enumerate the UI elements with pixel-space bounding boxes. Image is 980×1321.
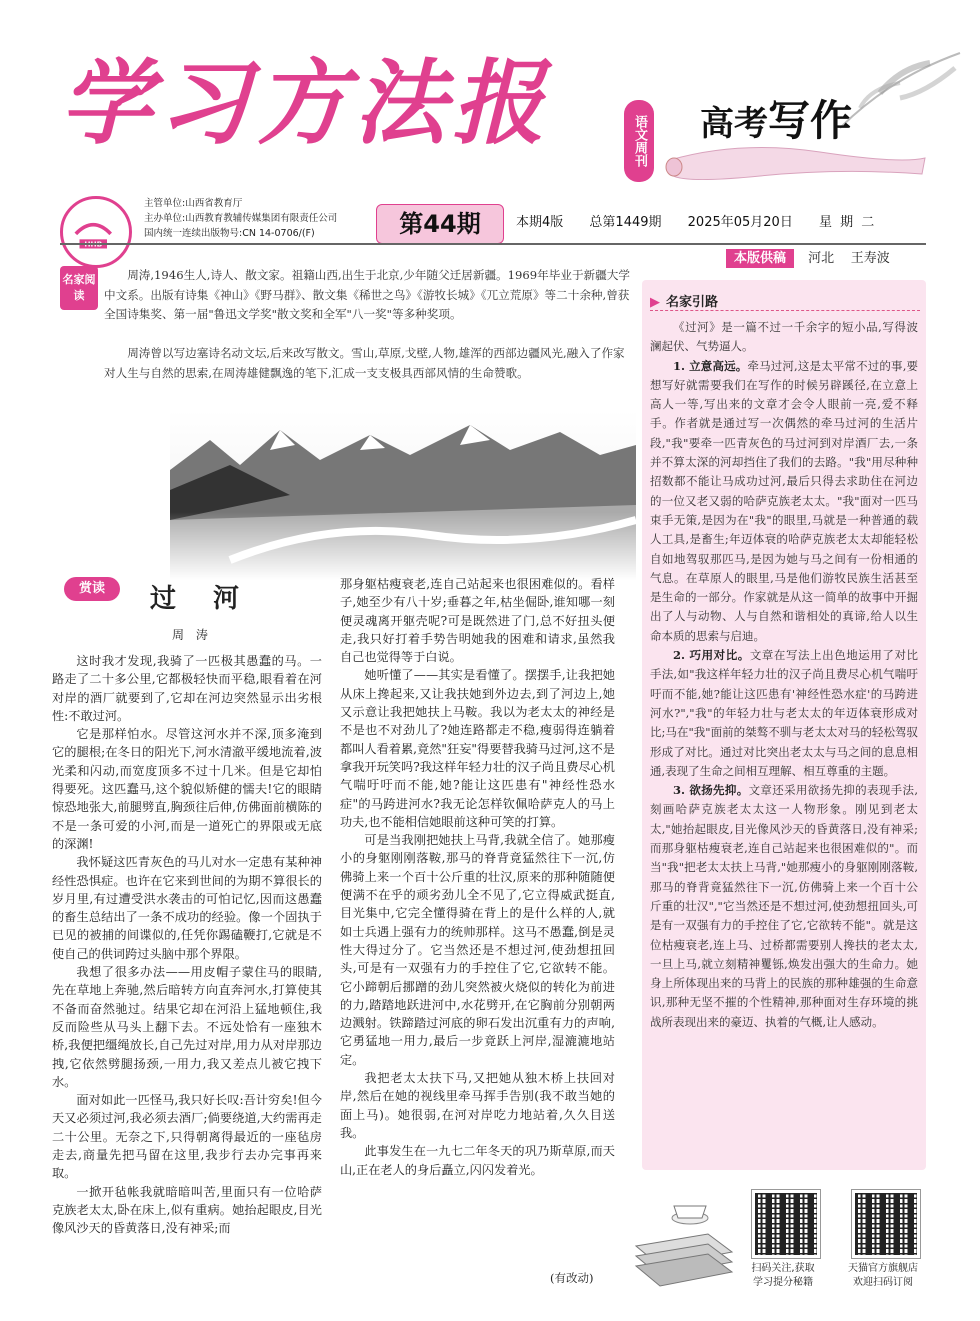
- contributor-name: 王寿波: [850, 251, 890, 266]
- qr-caption-line: 天猫官方旗舰店: [848, 1263, 918, 1274]
- issue-weekday: 星 期 二: [818, 215, 875, 230]
- article-paragraph: 我怀疑这匹青灰色的马儿对水一定患有某种神经性恐惧症。也许在它来到世间的为期不算很长的岁月里,有过遭受洪水袭击的可怕记忆,因而这愚蠢的畜生总结出了一条不成功的经验。像一个固执于已见的被捕的间谍似的,任凭你踢磕鞭打,它就是不使自己的供词跨过头脑中那个界限。: [52, 855, 322, 961]
- qr-caption-line: 欢迎扫码订阅: [853, 1277, 913, 1288]
- qr-caption-store: [828, 1262, 938, 1290]
- article-paragraph: 那身躯枯瘦衰老,连自己站起来也很困难似的。看样子,她至少有八十岁;垂暮之年,枯坐倔卧,谁知哪一刻便灵魂离开躯壳呢?可是既然进了门,总不好扭头便走,我只好打着手势告明她我的困难和请求,虽然我自己也觉得等于白说。: [340, 577, 615, 665]
- contributor-region: 河北: [808, 251, 835, 266]
- article-column-1: [52, 652, 322, 1238]
- sidebar-heading-text: 名家引路: [666, 295, 719, 310]
- article-paragraph: 这时我才发现,我骑了一匹极其愚蠢的马。一路走了二十多公里,它都极轻快而平稳,眼看着在河对岸的酒厂就要到了,它却在河边突然显示出劣根性:不敢过河。: [52, 654, 322, 723]
- sidebar-paragraph: [650, 781, 918, 1032]
- publisher-line-1: 主管单位:山西省教育厅: [144, 198, 243, 209]
- triangle-icon: ▶: [650, 295, 660, 310]
- qr-caption-line: 学习提分秘籍: [753, 1277, 813, 1288]
- contributor-bar: [726, 247, 890, 266]
- sidebar-body: 《过河》是一篇不过一千余字的短小品,写得波澜起伏、气势逼人。: [650, 320, 918, 354]
- newspaper-title: 学习方法报: [60, 50, 551, 157]
- contributor-label: 本版供稿: [726, 249, 794, 268]
- sidebar-body: 牵马过河,这是太平常不过的事,要想写好就需要我们在写作的时候另辟蹊径,在立意上高人一等,写出来的文章才会令人眼前一亮,爱不释手。作者就是通过写一次偶然的牵马过河的生活片段,"我"要牵一匹青灰色的马过河到对岸酒厂去,一条并不算太深的河却挡住了我们的去路。"我"用尽种种招数都不能让马成功过河,最后只得去求助住在河边的一位又老又弱的哈萨克族老太太。"我"面对一匹马束手无策,是因为在"我"的眼里,马就是一种普通的载人工具,是畜生;年迈体衰的哈萨克族老太太却能轻松自如地驾驭那匹马,是因为她与马之间有一份相通的气息。在草原人的眼里,马是他们游牧民族生活甚至是生命的一部分。作家就是从这一简单的故事中开掘出了人与动物、人与自然和谐相处的真谛,给人以生命本质的思索与启迪。: [650, 358, 918, 643]
- sidebar-divider: [650, 310, 920, 312]
- qr-code-store[interactable]: [852, 1190, 920, 1258]
- issue-meta: [516, 211, 892, 230]
- qr-code-follow[interactable]: [752, 1190, 820, 1258]
- sidebar-lead: 1. 立意高远。: [673, 358, 748, 373]
- article-paragraph: 一掀开毡帐我就暗暗叫苦,里面只有一位哈萨克族老太太,卧在床上,似有重病。她抬起眼皮,目光像风沙天的昏黄落日,没有神采;而: [52, 1184, 322, 1236]
- sidebar-lead: 2. 巧用对比。: [673, 648, 750, 663]
- sidebar-heading: [650, 291, 718, 310]
- qr-caption-follow: [728, 1262, 838, 1290]
- publisher-line-3: 国内统一连续出版物号:CN 14-0706/(F): [144, 228, 315, 239]
- header-rule: [60, 243, 926, 245]
- article-title: 过 河: [150, 584, 254, 614]
- article-author: 周 涛: [172, 628, 212, 642]
- issue-date: 2025年05月20日: [687, 215, 793, 230]
- intro-paragraph-1: 周涛,1946生人,诗人、散文家。祖籍山西,出生于北京,少年随父迁居新疆。1969年毕业于新疆大学中文系。出版有诗集《神山》《野马群》、散文集《稀世之鸟》《游牧长城》《兀立荒原》等二十余种,曾获全国诗集奖、第一届"鲁迅文学奖"散文奖和全军"八一奖"等多种奖项。: [104, 268, 630, 321]
- issue-total: 总第1449期: [589, 215, 662, 230]
- section-title-a: 高考: [700, 104, 768, 144]
- section-title-b: 写作: [768, 96, 853, 145]
- sidebar-paragraph: [650, 357, 918, 646]
- publisher-line-2: 主办单位:山西教育教辅传媒集团有限责任公司: [144, 213, 338, 224]
- sidebar-text: [650, 318, 918, 1032]
- article-paragraph: 它是那样怕水。尽管这河水并不深,顶多淹到它的腿根;在冬日的阳光下,河水清澈平缓地流着,波光柔和闪动,而宽度顶多不过十几米。但是它却怕得要死。这匹蠢马,这个貌似矫健的懦夫!它的眼睛惊恐地张大,前腿劈直,胸颈往后伸,仿佛面前横陈的不是一条可爱的小河,而是一道死亡的界限或无底的深渊!: [52, 727, 322, 851]
- issue-pages: 本期4版: [516, 215, 564, 230]
- article-paragraph: 她听懂了——其实是看懂了。摆摆手,让我把她从床上搀起来,又让我扶她到外边去,到了河边上,她又示意让我把她扶上马鞍。我以为老太太的神经是不是也不对劲儿了?她连路都走不稳,瘦弱得连躺着都叫人看着累,竟然"狂妄"得要替我骑马过河,这不是拿我开玩笑吗?我这样年轻力壮的汉子尚且费尽心机气喘吁吁而不能,她?能让这匹患有"神经性恐水症"的马跨进河水?我无论怎样钦佩哈萨克人的马上功夫,也不能相信她眼前这种可笑的打算。: [340, 668, 615, 829]
- article-paragraph: 我把老太太扶下马,又把她从独木桥上扶回对岸,然后在她的视线里牵马挥手告别(我不敢当她的面上马)。她很弱,在河对岸吃力地站着,久久目送我。: [340, 1071, 615, 1140]
- publisher-info: [144, 196, 337, 241]
- sidebar-paragraph: [650, 318, 918, 357]
- intro-paragraph-2: 周涛曾以写边塞诗名动文坛,后来改写散文。雪山,草原,戈壁,人物,雄浑的西部边疆风光,融入了作家对人生与自然的思索,在周涛雄健飘逸的笔下,汇成一支支极具西部风情的生命赞歌。: [104, 346, 625, 380]
- issue-number: 第44期: [376, 204, 504, 244]
- article-badge: 赏读: [64, 577, 120, 601]
- closing-note: (有改动): [550, 1271, 594, 1285]
- article-paragraph: 此事发生在一九七二年冬天的巩乃斯草原,而天山,正在老人的身后矗立,闪闪发着光。: [340, 1144, 615, 1177]
- article-paragraph: 我想了很多办法——用皮帽子蒙住马的眼睛,先在草地上奔驰,然后暗转方向直奔河水,打算使其不备而奋然驰过。结果它却在河沿上猛地顿住,我反而险些从马头上翻下去。不远处恰有一座独木桥,我便把缰绳放长,自己先过对岸,用力从对岸那边拽,它依然劈腿扬颈,一用力,我又差点儿被它拽下水。: [52, 965, 322, 1089]
- intro-badge: 名家阅读: [60, 266, 98, 310]
- article-column-2: [340, 575, 615, 1179]
- sidebar-body: 文章在写法上出色地运用了对比手法,如"我这样年轻力壮的汉子尚且费尽心机气喘吁吁而不能,她?能让这匹患有'神经性恐水症'的马跨进河水?","我"的年轻力壮与老太太的年迈体衰形成对比;马在"我"面前的桀骜不驯与老太太对马的轻松驾驭形成了对比。通过对比突出老太太与马之间的息息相通,表现了生命之间相互理解、相互尊重的主题。: [650, 648, 918, 778]
- books-coffee-illustration: [628, 1196, 738, 1292]
- article-paragraph: 可是当我刚把她扶上马背,我就全信了。她那瘦小的身躯刚刚落鞍,那马的脊背竟猛然往下一沉,仿佛骑上来一个百十公斤重的壮汉,原来的那种随随便便满不在乎的顽劣劲儿全不见了,它立得威武挺直,目光集中,它完全懂得骑在背上的是什么样的人,就如士兵遇上强有力的统帅那样。这马不愚蠢,倒是灵性大得过分了。它当然还是不想过河,使劲想扭回头,可是有一双强有力的手控住了它,它欲转不能。它小蹄朝后挪蹭的劲儿突然被火烧似的转化为前进的力,踏踏地跃进河中,水花劈开,在它胸前分别朝两边溅射。铁蹄踏过河底的卵石发出沉重有力的声响,它勇猛地一用力,最后一步竟跃上河岸,湿漉漉地站定。: [340, 833, 615, 1067]
- scroll-decoration: [660, 130, 930, 180]
- qr-caption-line: 扫码关注,获取: [751, 1263, 815, 1274]
- sidebar-body: 文章还采用欲扬先抑的表现手法,刻画哈萨克族老太太这一人物形象。刚见到老太太,"她抬起眼皮,目光像风沙天的昏黄落日,没有神采;而那身躯枯瘦衰老,连自己站起来也很困难似的"。而当"我"把老太太扶上马背,"她那瘦小的身躯刚刚落鞍,那马的脊背竟猛然往下一沉,仿佛骑上来一个百十公斤重的壮汉","它当然还是不想过河,使劲想扭回头,可是有一双强有力的手控住了它,它欲转不能"。就是这位枯瘦衰老,连上马、过桥都需要别人搀扶的老太太,一旦上马,就立刻精神矍铄,焕发出强大的生命力。她身上所体现出来的马背上的民族的那种雄强的生命意识,那种无坚不摧的个性精神,那种面对生存环境的挑战所表现出来的豪迈、执着的气概,让人感动。: [650, 783, 918, 1029]
- sidebar-lead: 3. 欲扬先抑。: [673, 783, 749, 798]
- article-paragraph: 面对如此一匹怪马,我只好长叹:吾计穷矣!但今天又必须过河,我必须去酒厂;倘要绕道,大约需再走二十公里。无奈之下,只得朝离得最近的一座毡房走去,商量先把马留在这里,我步行去办完事再来取。: [52, 1093, 322, 1181]
- sidebar-paragraph: [650, 646, 918, 781]
- edition-tag: 语文周刊: [624, 100, 654, 182]
- mountain-landscape-image: [170, 410, 636, 580]
- publisher-logo: [60, 196, 132, 268]
